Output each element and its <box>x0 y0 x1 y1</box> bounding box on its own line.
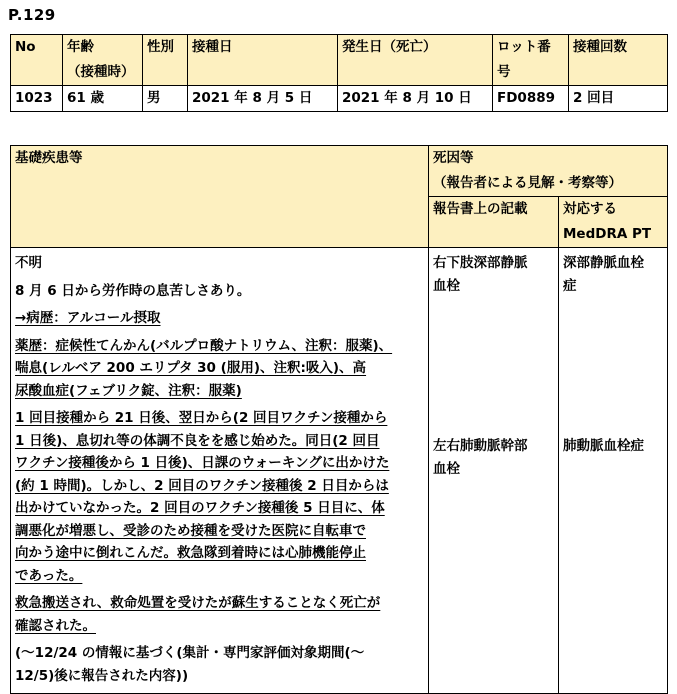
header-age-line1: 年齢 <box>67 39 94 55</box>
cell-vaccination-date: 2021 年 8 月 5 日 <box>188 86 338 112</box>
header-onset-date: 発生日（死亡） <box>338 35 493 86</box>
underlying-conditions-text <box>11 248 429 694</box>
text-line: ワクチン接種後から 1 日後)、日課のウォーキングに出かけた <box>15 455 390 471</box>
meddra-pt-cell <box>559 248 668 694</box>
text-line: 1 日後)、息切れ等の体調不良をを感じ始めた。同日(2 回目 <box>15 432 380 449</box>
case-detail-table <box>10 145 668 694</box>
medication-history <box>15 335 424 403</box>
case-header-row <box>11 146 668 197</box>
report-entry-cell <box>429 248 559 694</box>
header-meddra-pt <box>559 197 668 248</box>
cell-no: 1023 <box>11 86 63 112</box>
text-line: であった。 <box>15 567 83 584</box>
text-line: 向かう途中に倒れこんだ。救急隊到着時には心肺機能停止 <box>15 545 366 561</box>
meddra-entry-1 <box>563 252 663 297</box>
text-line: 血栓 <box>433 277 460 294</box>
cell-lot: FD0889 <box>493 86 569 112</box>
cell-age: 61 歳 <box>63 86 143 112</box>
cause-entry-2 <box>433 435 528 480</box>
text-line: 出かけていなかった。2 回目のワクチン接種後 5 日目に、体 <box>15 500 385 516</box>
text-line: 薬歴：症候性てんかん(バルプロ酸ナトリウム、注釈：服薬)、 <box>15 337 393 354</box>
header-cause-line1: 死因等 <box>433 150 474 166</box>
text-line: 喘息(レルベア 200 エリプタ 30 (服用)、注釈:吸入)、高 <box>15 360 367 376</box>
text-line: 尿酸血症(フェブリク錠、注釈：服薬) <box>15 382 242 399</box>
page-number: P.129 <box>8 6 56 24</box>
clinical-course <box>15 407 424 587</box>
text-line: (約 1 時間)。しかし、2 回目のワクチン接種後 2 日目からは <box>15 477 389 494</box>
header-meddra-line2: MedDRA PT <box>563 226 652 242</box>
case-body-row <box>11 248 668 694</box>
text-line: 右下肢深部静脈 <box>433 255 528 271</box>
meddra-entry-2 <box>563 435 644 458</box>
header-lot: ロット番号 <box>493 35 569 86</box>
cell-onset-date: 2021 年 8 月 10 日 <box>338 86 493 112</box>
text-line: (～12/24 の情報に基づく(集計・専門家評価対象期間(～ <box>15 645 365 661</box>
header-sex: 性別 <box>143 35 188 86</box>
symptom-onset-note: 8 月 6 日から労作時の息苦しさあり。 <box>15 282 251 299</box>
header-report-entry: 報告書上の記載 <box>429 197 559 248</box>
text-line: 深部静脈血栓 <box>563 255 644 271</box>
history-unknown: 不明 <box>15 255 42 271</box>
header-dose: 接種回数 <box>569 35 668 86</box>
text-line: 調悪化が増悪し、受診のため接種を受けた医院に自転車で <box>15 522 366 539</box>
vaccination-summary-table <box>10 34 668 112</box>
text-line: 肺動脈血栓症 <box>563 438 644 454</box>
information-source-note <box>15 642 424 687</box>
header-age-line2: （接種時） <box>67 64 135 80</box>
table-row <box>11 86 668 112</box>
text-line: 症 <box>563 277 577 294</box>
header-cause-line2: （報告者による見解・考察等） <box>433 175 622 191</box>
cell-dose: 2 回目 <box>569 86 668 112</box>
header-meddra-line1: 対応する <box>563 201 617 217</box>
cell-sex: 男 <box>143 86 188 112</box>
outcome-note <box>15 592 424 637</box>
header-underlying-conditions: 基礎疾患等 <box>11 146 429 248</box>
header-no: No <box>11 35 63 86</box>
text-line: 1 回目接種から 21 日後、翌日から(2 回目ワクチン接種から <box>15 410 388 426</box>
text-line: 左右肺動脈幹部 <box>433 438 528 454</box>
text-line: 確認された。 <box>15 617 96 634</box>
text-line: 救急搬送され、救命処置を受けたが蘇生することなく死亡が <box>15 595 381 611</box>
header-vaccination-date: 接種日 <box>188 35 338 86</box>
table-header-row <box>11 35 668 86</box>
header-cause-of-death <box>429 146 668 197</box>
cause-entry-1 <box>433 252 554 297</box>
medical-history: →病歴：アルコール摂取 <box>15 310 161 326</box>
text-line: 血栓 <box>433 460 460 477</box>
header-age <box>63 35 143 86</box>
text-line: 12/5)後に報告された内容)) <box>15 667 189 684</box>
